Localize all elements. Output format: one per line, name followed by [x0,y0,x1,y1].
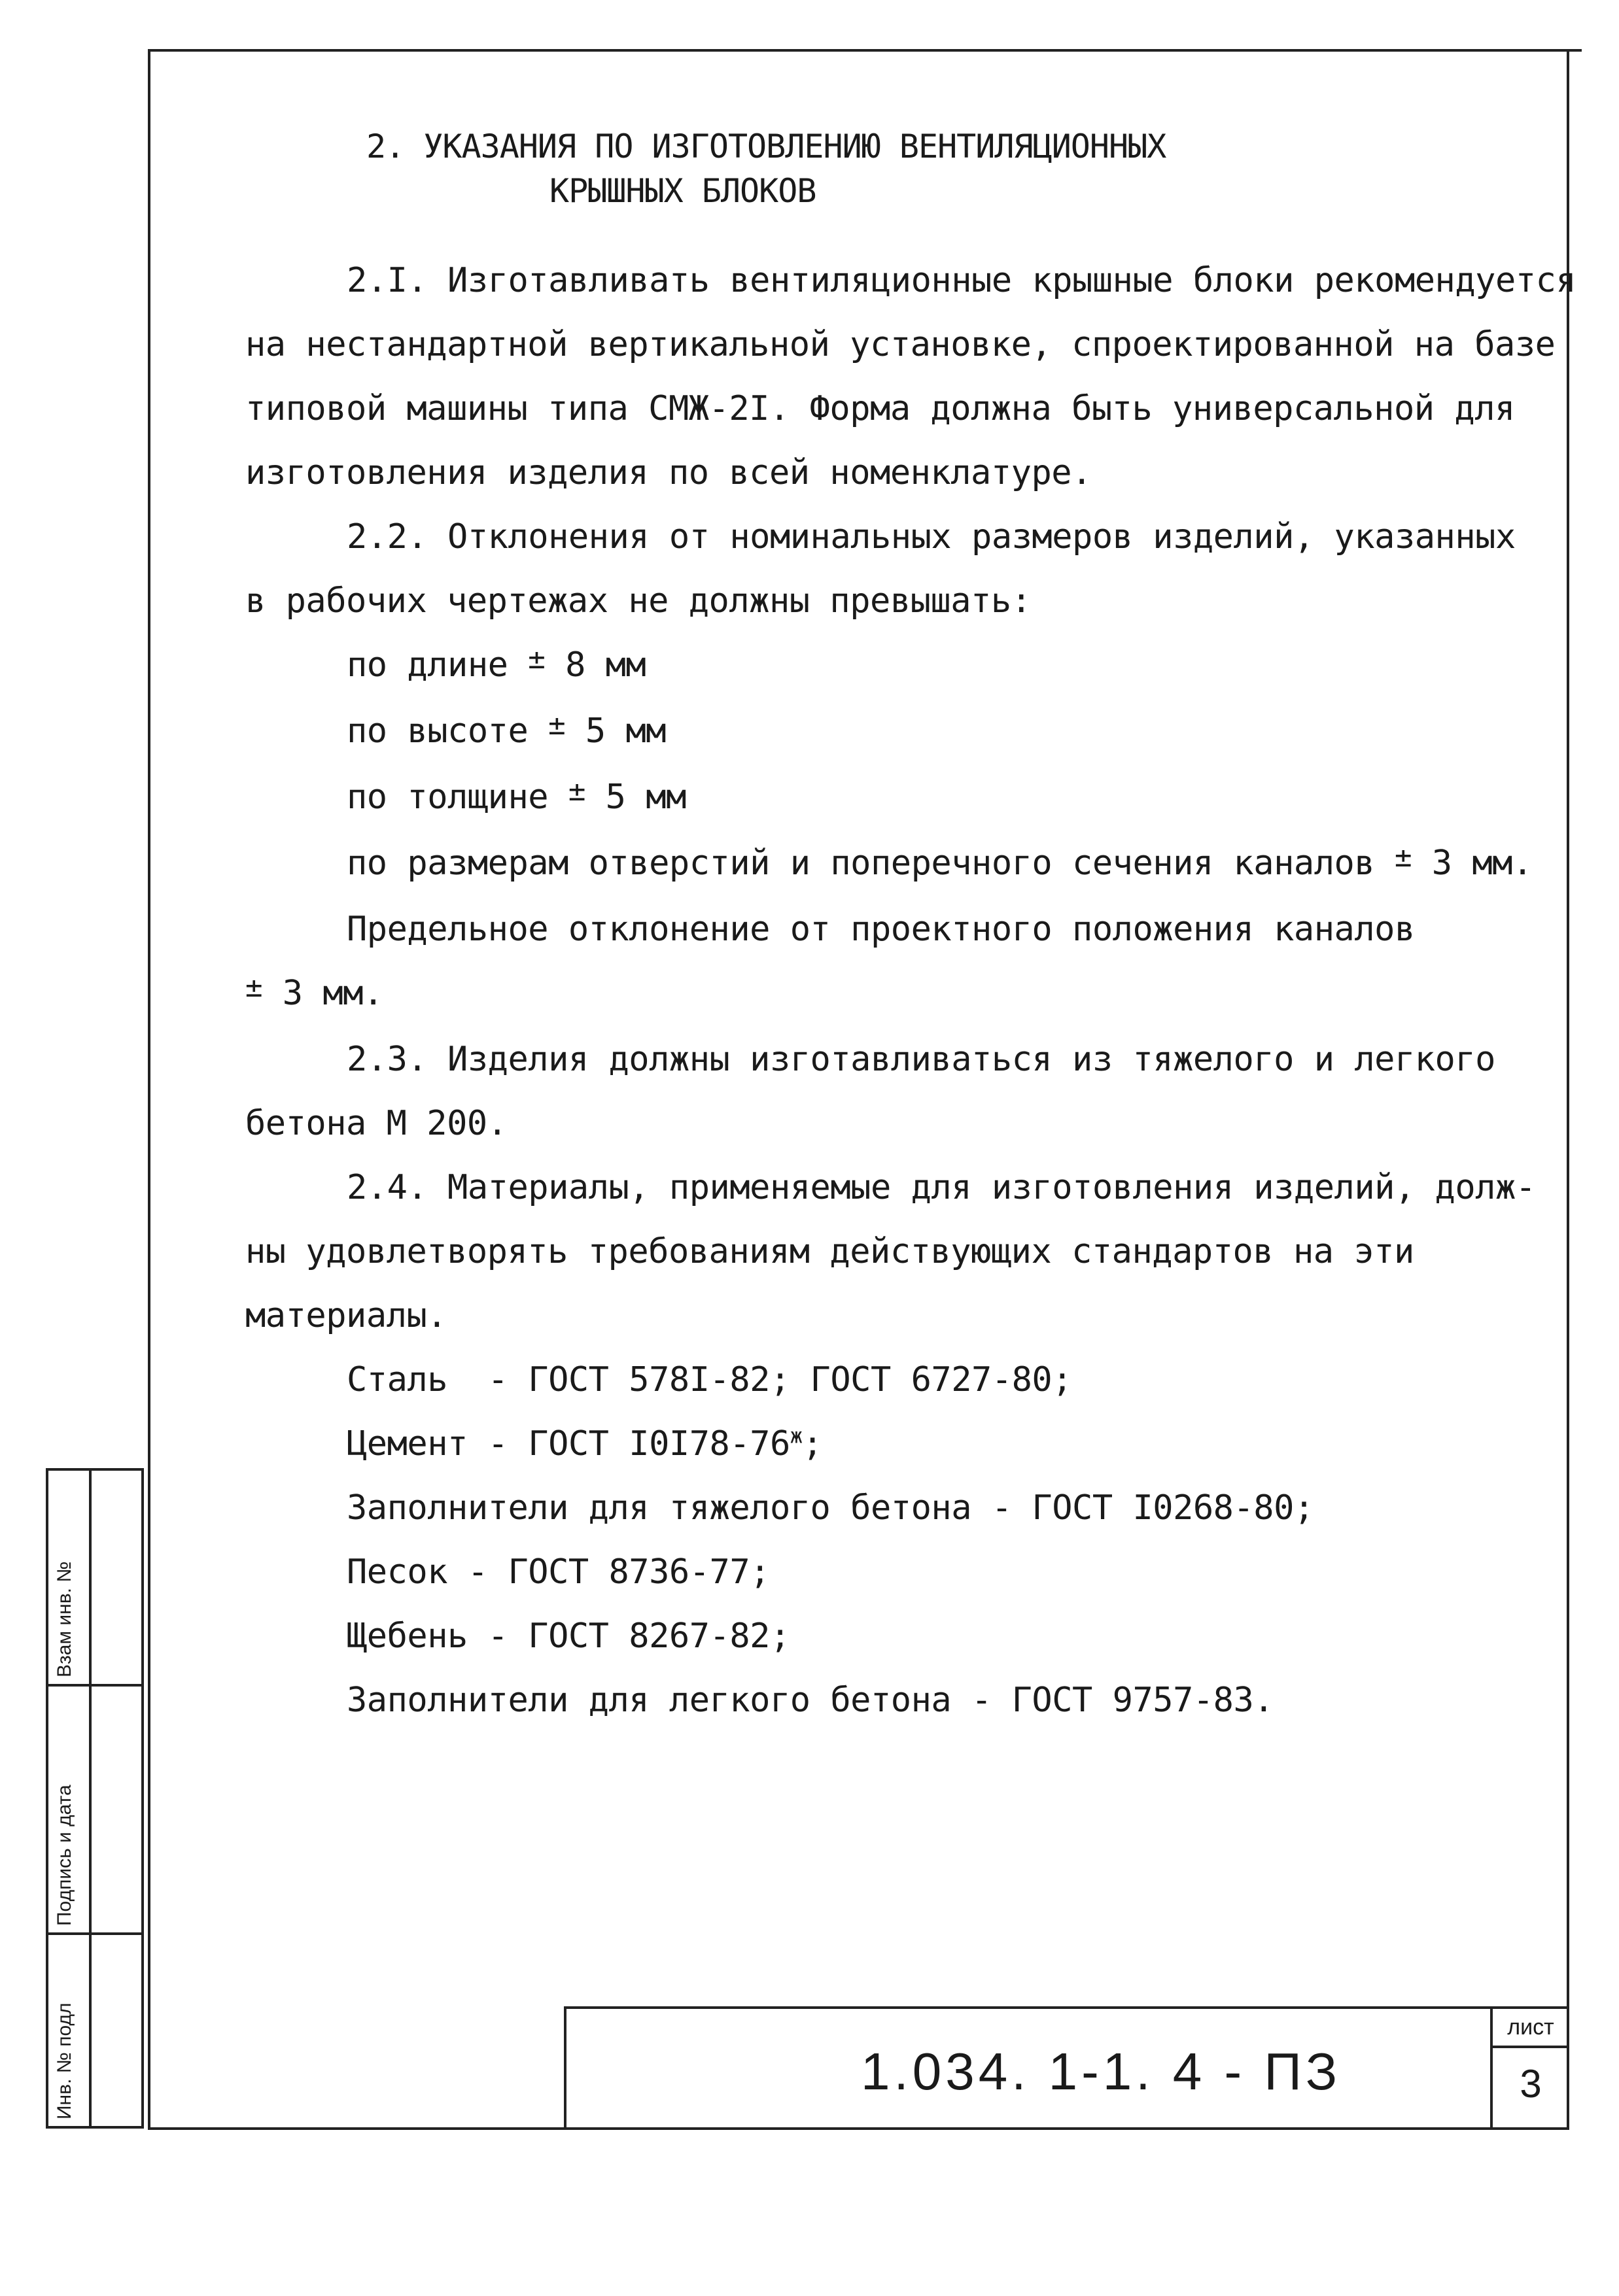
title-block [564,2006,1569,2129]
limit-deviation-line-1: Предельное отклонение от проектного положения каналов [347,910,1415,949]
plus-minus-sign: ± [548,708,566,742]
strip-label-inv-podl: Инв. № подл [54,2002,75,2119]
material-cement-end: ; [802,1424,823,1464]
plus-minus-sign: ± [1394,840,1412,874]
strip-field-vzam [92,1471,141,1687]
frame-top-border [149,49,1582,52]
frame-left-border [148,49,150,2129]
tolerance-length [245,633,1560,699]
limit-deviation-line-2 [245,961,1560,1027]
tolerance-thickness [245,765,1560,831]
p24-line-2: ны удовлетворять требованиям действующих стандартов на эти [245,1232,1414,1271]
tolerance-thickness-label: по толщине [347,778,568,817]
material-light-aggregates: Заполнители для легкого бетона - ГОСТ 9757-83. [347,1681,1274,1720]
material-cement-text: Цемент - ГОСТ I0I78-76 [347,1424,790,1464]
strip-field-podpis [92,1687,141,1935]
plus-minus-sign: ± [568,774,585,808]
p24-line-1: 2.4. Материалы, применяемые для изготовления изделий, долж- [347,1168,1536,1207]
tolerance-openings [245,831,1560,897]
heading-line-1: 2. УКАЗАНИЯ ПО ИЗГОТОВЛЕНИЮ ВЕНТИЛЯЦИОННЫХ [366,128,1166,165]
section-heading [366,124,1166,213]
tolerance-length-label: по длине [347,645,529,685]
p21-line-2: на нестандартной вертикальной установке, спроектированной на базе [245,325,1556,364]
p24-line-3: материалы. [245,1296,447,1335]
strip-label-podpis: Подпись и дата [54,1785,75,1926]
p22-line-2: в рабочих чертежах не должны превышать: [245,581,1032,621]
strip-cell-podpis [48,1687,92,1935]
p22-line-1: 2.2. Отклонения от номинальных размеров изделий, указанных [347,517,1516,557]
sheet-number: 3 [1520,2062,1542,2106]
material-cement [245,1412,1560,1476]
heading-line-2: КРЫШНЫХ БЛОКОВ [549,172,816,210]
material-heavy-aggregates: Заполнители для тяжелого бетона - ГОСТ I0268-80; [347,1488,1314,1528]
p23-line-2: бетона М 200. [245,1104,508,1143]
binding-strip [46,1468,144,2129]
tolerance-openings-label: по размерам отверстий и поперечного сечения каналов [347,844,1395,883]
plus-minus-sign: ± [245,970,262,1004]
plus-minus-sign: ± [528,642,546,676]
document-body [245,248,1576,1732]
material-gravel: Щебень - ГОСТ 8267-82; [347,1617,790,1656]
material-cement-superscript: ж [790,1423,803,1448]
p21-line-4: изготовления изделия по всей номенклатуре. [245,453,1092,492]
strip-cell-vzam [48,1471,92,1687]
material-steel: Сталь - ГОСТ 578I-82; ГОСТ 6727-80; [347,1360,1073,1399]
sheet-label: лист [1493,2009,1569,2048]
tolerance-height-value: 5 мм [565,711,667,751]
p23-line-1: 2.3. Изделия должны изготавливаться из тяжелого и легкого [347,1040,1495,1079]
document-code: 1.034. 1-1. 4 - ПЗ [861,2042,1342,2100]
strip-cell-inv-podl [48,1935,92,2126]
limit-deviation-value: 3 мм. [262,974,383,1013]
strip-label-vzam: Взам инв. № [54,1561,75,1677]
frame-right-border [1567,49,1569,2129]
tolerance-openings-value: 3 мм. [1411,844,1533,883]
tolerance-height [245,699,1560,765]
tolerance-length-value: 8 мм [545,645,646,685]
material-sand: Песок - ГОСТ 8736-77; [347,1552,770,1592]
tolerance-thickness-value: 5 мм [585,778,686,817]
sheet-box [1490,2009,1569,2129]
p21-line-3: типовой машины типа СМЖ-2I. Форма должна быть универсальной для [245,389,1515,428]
tolerance-height-label: по высоте [347,711,549,751]
p21-line-1: 2.I. Изготавливать вентиляционные крышные блоки рекомендуется [347,261,1576,300]
